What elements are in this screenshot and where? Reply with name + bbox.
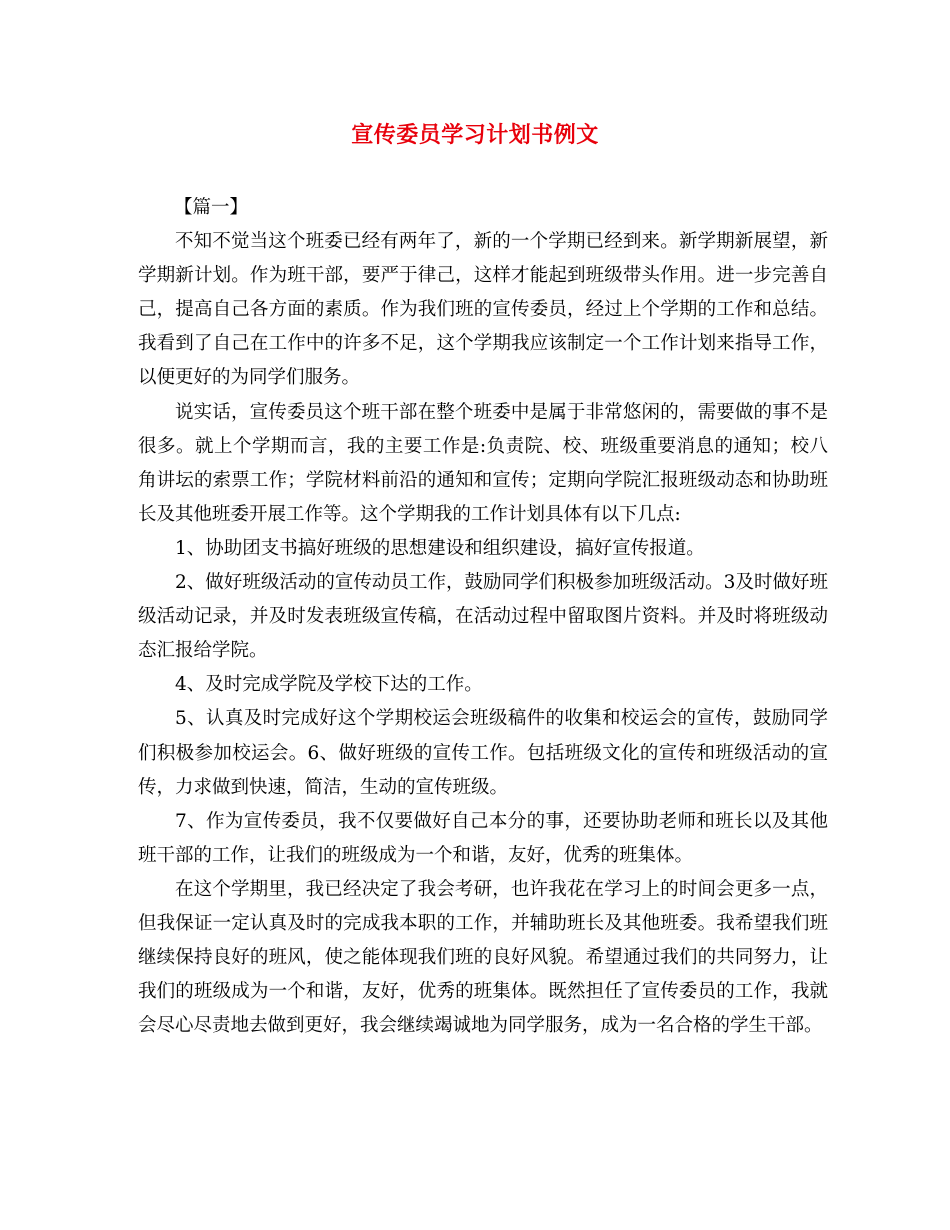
paragraph-item-1: 1、协助团支书搞好班级的思想建设和组织建设，搞好宣传报道。 [175, 537, 705, 559]
document-body [138, 191, 828, 1043]
section-label: 【篇一】 [174, 197, 249, 218]
paragraph-item-4: 4、及时完成学院及学校下达的工作。 [175, 674, 483, 696]
paragraph-conclusion: 在这个学期里，我已经决定了我会考研，也许我花在学习上的时间会更多一点，但我保证一定认真及时的完成我本职的工作，并辅助班长及其他班委。我希望我们班继续保持良好的班风，使之能体现我们班的良好风貌。希望通过我们的共同努力，让我们的班级成为一个和谐，友好，优秀的班集体。既然担任了宣传委员的工作，我就会尽心尽责地去做到更好，我会继续竭诚地为同学服务，成为一名合格的学生干部。 [138, 878, 828, 1037]
paragraph-item-5-6: 5、认真及时完成好这个学期校运会班级稿件的收集和校运会的宣传，鼓励同学们积极参加校运会。6、做好班级的宣传工作。包括班级文化的宣传和班级活动的宣传，力求做到快速，简洁，生动的宣传班级。 [138, 708, 828, 798]
document-title: 宣传委员学习计划书例文 [351, 122, 599, 148]
paragraph-duties: 说实话，宣传委员这个班干部在整个班委中是属于非常悠闲的，需要做的事不是很多。就上个学期而言，我的主要工作是:负责院、校、班级重要消息的通知；校八角讲坛的索票工作；学院材料前沿的通知和宣传；定期向学院汇报班级动态和协助班长及其他班委开展工作等。这个学期我的工作计划具体有以下几点: [138, 401, 828, 525]
paragraph-item-7: 7、作为宣传委员，我不仅要做好自己本分的事，还要协助老师和班长以及其他班干部的工作，让我们的班级成为一个和谐，友好，优秀的班集体。 [138, 810, 828, 866]
paragraph-intro: 不知不觉当这个班委已经有两年了，新的一个学期已经到来。新学期新展望，新学期新计划。作为班干部，要严于律己，这样才能起到班级带头作用。进一步完善自己，提高自己各方面的素质。作为我们班的宣传委员，经过上个学期的工作和总结。我看到了自己在工作中的许多不足，这个学期我应该制定一个工作计划来指导工作，以便更好的为同学们服务。 [138, 231, 828, 389]
paragraph-item-2-3: 2、做好班级活动的宣传动员工作，鼓励同学们积极参加班级活动。3及时做好班级活动记录，并及时发表班级宣传稿，在活动过程中留取图片资料。并及时将班级动态汇报给学院。 [138, 572, 828, 662]
